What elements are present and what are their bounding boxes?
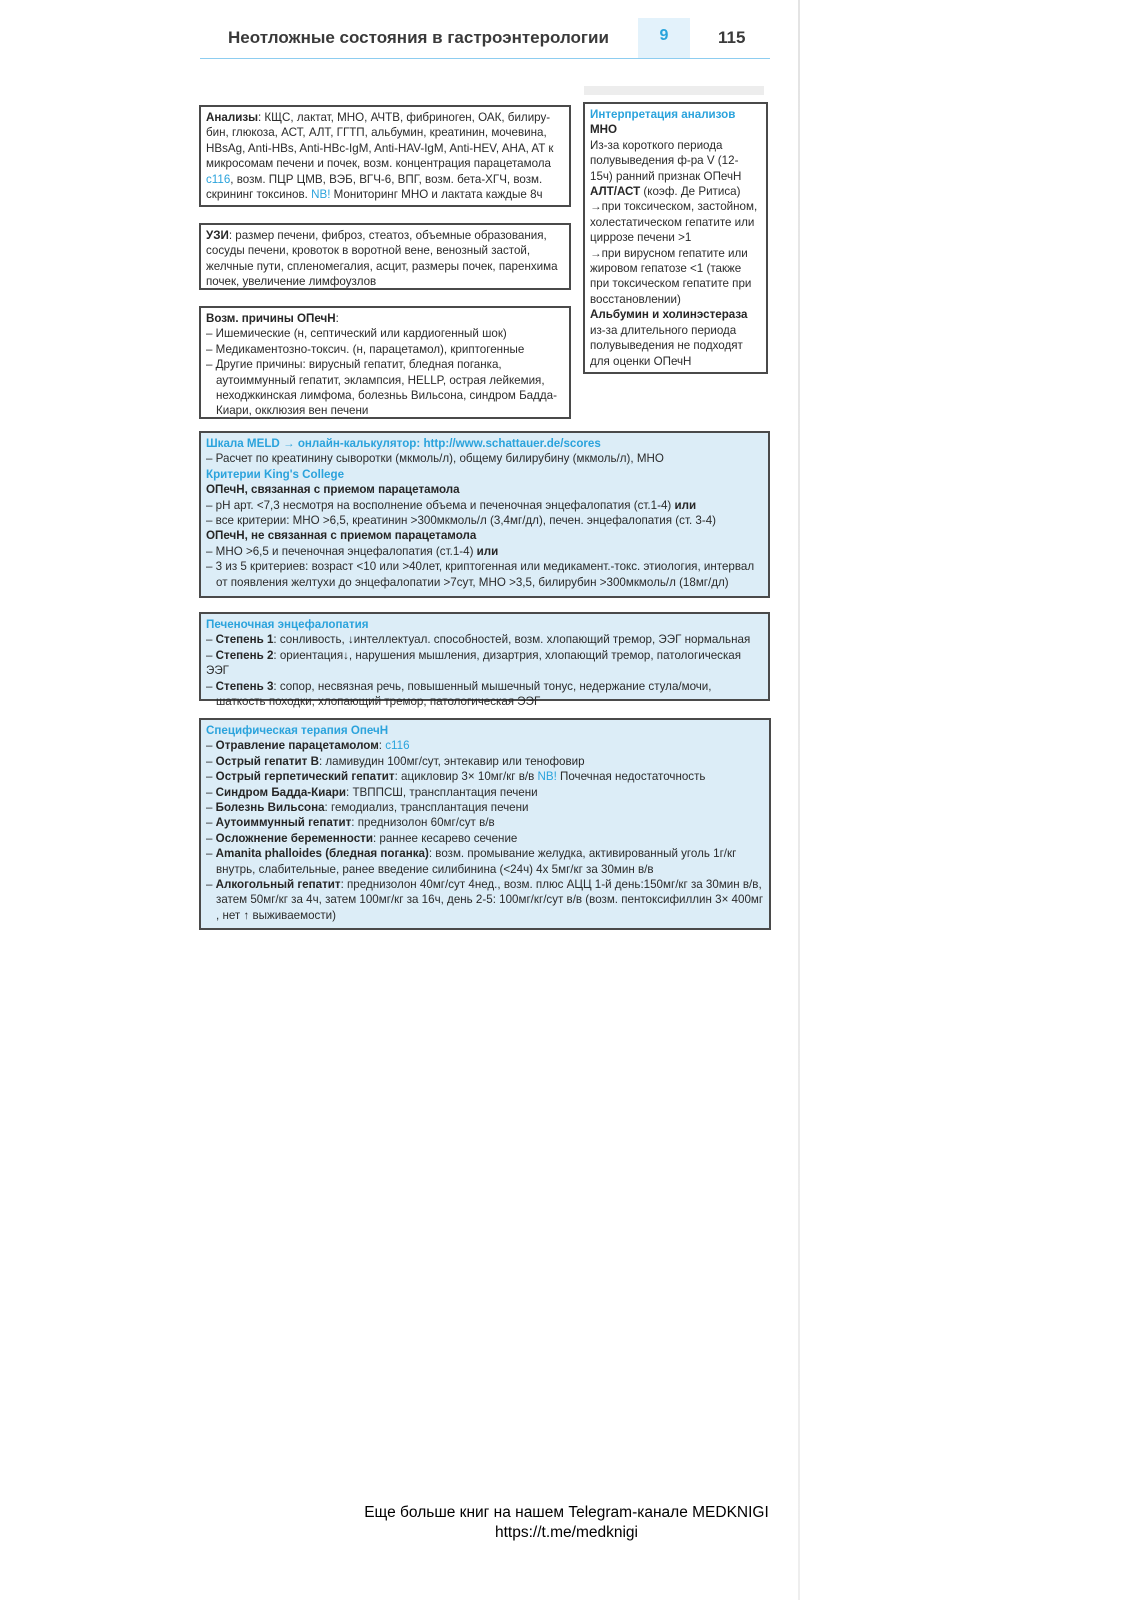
criteria-item: – все критерии: МНО >6,5, креатинин >300мкмоль/л (3,4мг/дл), печен. энцефалопатия (ст. 3-4)	[206, 514, 717, 528]
encephalopathy-grade: – Степень 3: сопор, несвязная речь, повышенный мышечный тонус, недержание стула/мочи, шаткость походки, хлопающий тремор, патологическая ЭЭГ	[206, 679, 712, 709]
ultrasound-text	[206, 228, 564, 290]
or-conjunction: или	[476, 544, 499, 558]
mno-label: МНО	[590, 123, 618, 137]
therapy-item: – Отравление парацетамолом: c116	[206, 739, 410, 753]
analyses-text-1: : КЩС, лактат, МНО, АЧТВ, фибриноген, ОАК, билиру-бин, глюкоза, АСТ, АЛТ, ГГТП, альбумин, креатинин, мочевина, HBsAg, Anti-HBs, Anti-HBc-IgM, Anti-HAV-IgM, Anti-HEV, AHA, AT к микросомам печени и почек, возм. концентрация парацетамола	[206, 111, 554, 171]
therapy-text: :	[378, 739, 386, 753]
criteria-item: – 3 из 5 критериев: возраст <10 или >40лет, криптогенная или медикамент.-токс. этиология, интервал от появления желтухи до энцефалопатии >7сут, МНО >3,5, билирубин >300мкмоль/л (18мг/дл)	[206, 560, 755, 589]
nb-marker: NB!	[537, 770, 557, 784]
analyses-text-3: Мониторинг МНО и лактата каждые 8ч	[330, 188, 543, 202]
ultrasound-label: УЗИ	[206, 229, 229, 242]
therapy-item: – Аутоиммунный гепатит: преднизолон 60мг/сут в/в	[206, 816, 495, 830]
therapy-item: – Осложнение беременности: раннее кесарево сечение	[206, 831, 518, 845]
page-reference-link[interactable]: c116	[206, 172, 231, 186]
chapter-number-tab: 9	[638, 18, 690, 58]
analyses-box	[199, 105, 571, 207]
non-paracetamol-subtitle: ОПечН, не связанная с приемом парацетамола	[206, 529, 477, 543]
therapy-text: : преднизолон 60мг/сут в/в	[351, 816, 495, 830]
therapy-text: : ламивудин 100мг/сут, энтекавир или тенофовир	[318, 754, 585, 768]
encephalopathy-grade: – Степень 2: ориентация↓, нарушения мышления, дизартрия, хлопающий тремор, патологическая ЭЭГ	[206, 648, 742, 678]
therapy-item: – Синдром Бадда-Киари: ТВППСШ, трансплантация печени	[206, 785, 538, 799]
nb-marker: NB!	[311, 188, 331, 202]
alt-ast-suffix: (коэф. Де Ритиса)	[640, 185, 741, 199]
or-conjunction: или	[674, 498, 697, 512]
meld-calculation-line: – Расчет по креатинину сыворотки (мкмоль/л), общему билирубину (мкмоль/л), МНО	[206, 452, 664, 466]
alt-ast-item: →при токсическом, застойном, холестатическом гепатите или циррозе печени >1	[590, 200, 758, 245]
header-divider	[200, 58, 770, 59]
meld-title: Шкала MELD → онлайн-калькулятор: http://www.schattauer.de/scores	[206, 437, 601, 450]
footer-link[interactable]: https://t.me/medknigi	[494, 1524, 638, 1541]
grade-label: Степень 1	[215, 633, 274, 647]
chapter-title: Неотложные состояния в гастроэнтерологии	[228, 28, 609, 47]
alt-ast-item: →при вирусном гепатите или жировом гепатозе <1 (также при токсическом гепатите при восстановлении)	[590, 246, 752, 306]
criteria-text: – pH арт. <7,3 несмотря на восполнение объема и печеночная энцефалопатия (ст.1-4)	[206, 498, 675, 512]
therapy-item: – Острый герпетический гепатит: ацикловир 3× 10мг/кг в/в NB! Почечная недостаточность	[206, 770, 706, 784]
criteria-item	[206, 498, 763, 513]
therapy-label: Amanita phalloides (бледная поганка)	[215, 847, 429, 861]
grade-label: Степень 3	[215, 679, 274, 693]
therapy-text: : гемодиализ, трансплантация печени	[324, 801, 529, 815]
interpretation-title: Интерпретация анализов	[590, 108, 736, 121]
grade-text: : ориентация↓, нарушения мышления, дизартрия, хлопающий тремор, патологическая ЭЭГ	[206, 648, 742, 678]
therapy-text: : преднизолон 40мг/сут 4нед., возм. плюс АЦЦ 1-й день:150мг/кг за 30мин в/в, затем 50мг/кг за 4ч, затем 100мг/кг за 16ч, день 2-5: 100мг/кг/сут в/в (возм. пентоксифиллин 3× 400мг , нет ↑ выживаемости)	[216, 878, 764, 922]
analyses-text	[206, 110, 564, 202]
grade-text: : сонливость, ↓интеллектуал. способностей, возм. хлопающий тремор, ЭЭГ нормальная	[273, 633, 751, 647]
causes-title: Возм. причины ОПечН	[206, 312, 336, 325]
therapy-label: Острый герпетический гепатит	[215, 770, 395, 784]
analyses-label: Анализы	[206, 111, 258, 124]
mno-text: Из-за короткого периода полувыведения ф-ра V (12-15ч) ранний признак ОПечН	[590, 138, 742, 183]
therapy-label: Осложнение беременности	[215, 831, 373, 845]
causes-item: – Другие причины: вирусный гепатит, бледная поганка, аутоиммунный гепатит, эклампсия, HELLP, острая лейкемия, неходжкинская лимфома, болезньь Вильсона, синдром Бадда-Киари, окклюзия вен печени	[206, 358, 557, 418]
therapy-box	[199, 718, 771, 930]
encephalopathy-title: Печеночная энцефалопатия	[206, 618, 369, 631]
analyses-text-2: , возм. ПЦР ЦМВ, ВЭБ, ВГЧ-6, ВПГ, возм. бета-ХГЧ, возм. скрининг токсинов.	[206, 172, 543, 202]
therapy-text: : возм. промывание желудка, активированный уголь 1г/кг внутрь, слабительные, ранее введение силибинина (<24ч) 4х 5мг/кг за 30мин в/в	[216, 847, 737, 876]
causes-item: – Ишемические (н, септический или кардиогенный шок)	[206, 327, 507, 341]
therapy-title: Специфическая терапия ОпечН	[206, 724, 389, 737]
therapy-label: Острый гепатит B	[215, 754, 319, 768]
ultrasound-body: : размер печени, фиброз, стеатоз, объемные образования, сосуды печени, кровоток в воротной вене, венозный застой, желчные пути, спленомегалия, асцит, размеры почек, паренхима почек, увеличение лимфоузлов	[206, 229, 558, 289]
paracetamol-subtitle: ОПечН, связанная с приемом парацетамола	[206, 483, 460, 497]
encephalopathy-box	[199, 612, 770, 709]
meld-box	[199, 431, 770, 598]
therapy-text: Почечная недостаточность	[556, 770, 706, 784]
causes-title-suffix: :	[335, 312, 339, 325]
therapy-label: Аутоиммунный гепатит	[215, 816, 352, 830]
page-edge	[798, 0, 800, 1600]
interpretation-box	[583, 102, 768, 374]
encephalopathy-grade: – Степень 1: сонливость, ↓интеллектуал. способностей, возм. хлопающий тремор, ЭЭГ нормальная	[206, 633, 751, 647]
ultrasound-box	[199, 223, 571, 290]
footer-line-1: Еще больше книг на нашем Telegram-канале MEDKNIGI	[364, 1504, 769, 1521]
therapy-text: : ацикловир 3× 10мг/кг в/в	[394, 770, 538, 784]
therapy-text: : раннее кесарево сечение	[372, 831, 518, 845]
alt-ast-label: АЛТ/АСТ	[590, 185, 641, 199]
therapy-item: – Острый гепатит B: ламивудин 100мг/сут, энтекавир или тенофовир	[206, 754, 585, 768]
criteria-text: – МНО >6,5 и печеночная энцефалопатия (ст.1-4)	[206, 544, 477, 558]
grade-text: : сопор, несвязная речь, повышенный мышечный тонус, недержание стула/мочи, шаткость походки, хлопающий тремор, патологическая ЭЭГ	[216, 679, 712, 709]
therapy-label: Болезнь Вильсона	[215, 801, 325, 815]
footer-notice	[0, 1503, 1133, 1543]
therapy-label: Синдром Бадда-Киари	[215, 785, 347, 799]
grade-label: Степень 2	[215, 648, 274, 662]
therapy-label: Алкогольный гепатит	[215, 878, 341, 892]
therapy-item: – Болезнь Вильсона: гемодиализ, трансплантация печени	[206, 801, 529, 815]
therapy-text: : ТВППСШ, трансплантация печени	[346, 785, 538, 799]
kings-college-title: Критерии King's College	[206, 467, 345, 481]
albumin-label: Альбумин и холинэстераза	[590, 308, 748, 322]
page-number: 115	[718, 28, 746, 47]
causes-box	[199, 306, 571, 419]
causes-item: – Медикаментозно-токсич. (н, парацетамол), криптогенные	[206, 342, 525, 356]
bleed-through-line	[584, 86, 764, 95]
page-header	[200, 22, 768, 60]
albumin-text: из-за длительного периода полувыведения не подходят для оценки ОПечН	[590, 323, 743, 368]
therapy-item: – Алкогольный гепатит: преднизолон 40мг/сут 4нед., возм. плюс АЦЦ 1-й день:150мг/кг за 30мин в/в, затем 50мг/кг за 4ч, затем 100мг/кг за 16ч, день 2-5: 100мг/кг/сут в/в (возм. пентоксифиллин 3× 400мг , нет ↑ выживаемости)	[206, 878, 764, 922]
therapy-item: – Amanita phalloides (бледная поганка): возм. промывание желудка, активированный уголь 1г/кг внутрь, слабительные, ранее введение силибинина (<24ч) 4х 5мг/кг за 30мин в/в	[206, 847, 737, 876]
page-reference-link[interactable]: c116	[385, 739, 410, 753]
therapy-label: Отравление парацетамолом	[215, 739, 379, 753]
criteria-item	[206, 544, 763, 559]
